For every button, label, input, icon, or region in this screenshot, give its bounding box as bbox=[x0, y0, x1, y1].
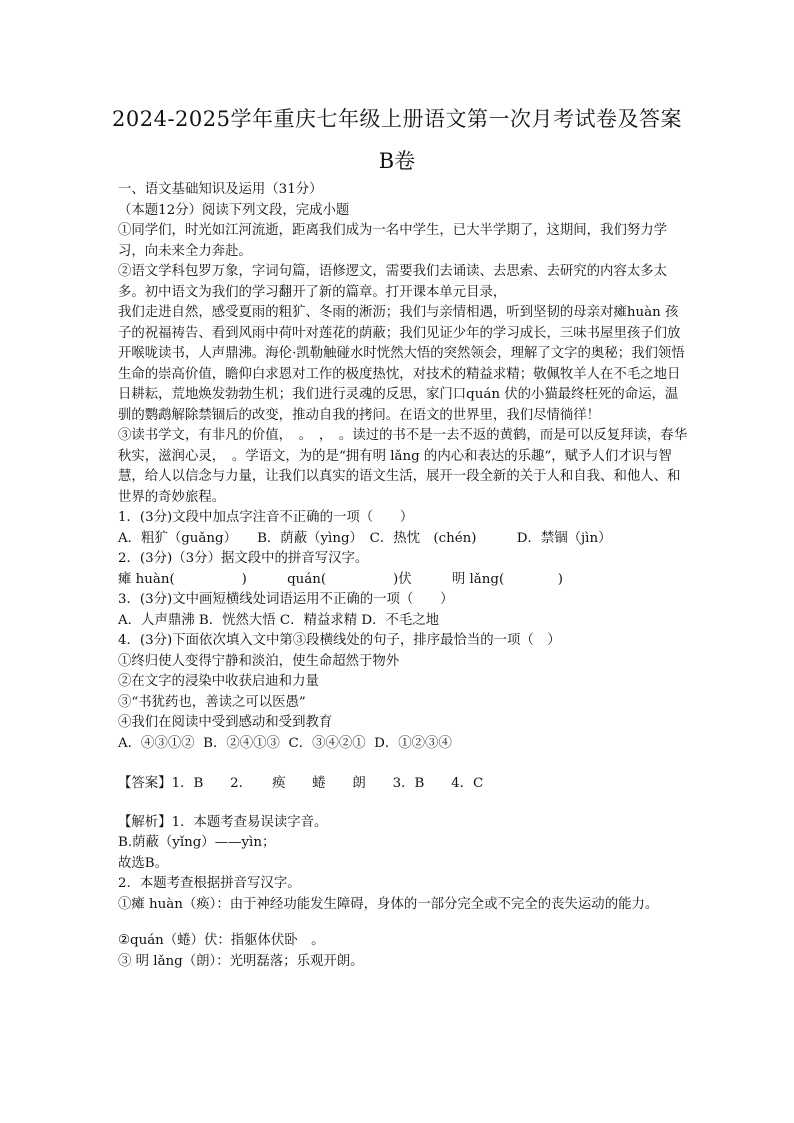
question-4: 4．(3分)下面依次填入文中第③段横线处的句子，排序最恰当的一项（ ） bbox=[118, 633, 561, 648]
question-4-sentence-1: ①终归使人变得宁静和淡泊，使生命超然于物外 bbox=[118, 653, 400, 669]
question-1-options: A．粗犷（guǎng） B．荫蔽（yìng） C．热忱 (chén) D．禁锢（jìn） bbox=[118, 530, 612, 546]
question-4-options: A．④③①② B．②④①③ C．③④②① D．①②③④ bbox=[118, 735, 452, 751]
question-4-sentence-4: ④我们在阅读中受到感动和受到教育 bbox=[118, 715, 333, 730]
document-body bbox=[118, 180, 688, 972]
analysis-2-item-3: ③ 明 lǎng（朗）：光明磊落；乐观开朗。 bbox=[118, 953, 364, 969]
analysis-1-b: B.荫蔽（yǐng）——yìn； bbox=[118, 835, 276, 850]
answer-text: 1．B 2． 痪 蜷 朗 3．B 4．C bbox=[171, 776, 484, 791]
analysis-label: 【解析】 bbox=[118, 814, 172, 830]
passage-paragraph-1: ①同学们，时光如江河流逝，距离我们成为一名中学生，已大半学期了，这期间，我们努力学习，向未来全力奔赴。 bbox=[118, 223, 668, 259]
document-subtitle: B卷 bbox=[378, 149, 416, 173]
answer-line bbox=[118, 774, 688, 795]
question-2: 2．(3分)（3分）据文段中的拼音写汉字。 bbox=[118, 551, 369, 566]
question-4-sentence-2: ②在文字的浸染中收获启迪和力量 bbox=[118, 674, 319, 689]
passage-paragraph-4: ③读书学文，有非凡的价值， 。 ， 。读过的书不是一去不返的黄鹤，而是可以反复拜读，春华秋实，滋润心灵， 。学语文，为的是“拥有明 lǎng 的内心和表达的乐趣”，赋予人们才识与智慧，给人以信念与力量，让我们以真实的语文生活，展开一段全新的关于人和自我、和他人、和世界的奇妙旅程。 bbox=[118, 428, 688, 505]
answer-label: 【答案】 bbox=[118, 776, 172, 791]
analysis-2-item-2: ②quán（蜷）伏：指躯体伏卧 。 bbox=[118, 933, 325, 948]
question-2-blanks: 瘫 huàn( ) quán( )伏 明 lǎng( ) bbox=[118, 571, 563, 587]
question-intro: （本题12分）阅读下列文段，完成小题 bbox=[118, 202, 350, 218]
question-3: 3．(3分)文中画短横线处词语运用不正确的一项（ ） bbox=[118, 592, 454, 607]
analysis-line bbox=[118, 813, 688, 834]
question-4-sentence-3: ③“书犹药也，善读之可以医愚” bbox=[118, 694, 306, 710]
analysis-2-item-1: ①瘫 huàn（痪）：由于神经功能发生障碍，身体的一部分完全或不完全的丧失运动的能力。 bbox=[118, 896, 659, 912]
passage-paragraph-2: ②语文学科包罗万象，字词句篇，语修逻文，需要我们去诵读、去思索、去研究的内容太多太多。初中语文为我们的学习翻开了新的篇章。打开课本单元目录， bbox=[118, 264, 668, 300]
analysis-2: 2．本题考查根据拼音写汉字。 bbox=[118, 876, 301, 891]
document-title: 2024-2025学年重庆七年级上册语文第一次月考试卷及答案 bbox=[112, 107, 682, 131]
section-heading: 一、语文基础知识及运用（31分） bbox=[118, 182, 323, 197]
analysis-1: 1．本题考查易误读字音。 bbox=[171, 814, 328, 830]
passage-paragraph-3: 我们走进自然，感受夏雨的粗犷、冬雨的淅沥；我们与亲情相遇，听到坚韧的母亲对瘫huàn 孩子的祝福祷告、看到风雨中荷叶对莲花的荫蔽；我们见证少年的学习成长，三味书屋里孩子们放开喉咙读书，人声鼎沸。海伦·凯勒触碰水时恍然大悟的突然领会，理解了文字的奥秘；我们领悟生命的崇高价值，瞻仰白求恩对工作的极度热忱，对技术的精益求精；敬佩牧羊人在不毛之地日日耕耘，荒地焕发勃勃生机；我们进行灵魂的反思，家门口quán 伏的小猫最终枉死的命运，温驯的鹦鹉解除禁锢后的改变，推动自我的拷问。在语文的世界里，我们尽情徜徉！ bbox=[118, 305, 685, 423]
question-1: 1．(3分)文段中加点字注音不正确的一项（ ） bbox=[118, 510, 414, 525]
analysis-1-c: 故选B。 bbox=[118, 855, 169, 871]
question-3-options: A．人声鼎沸 B．恍然大悟 C．精益求精 D．不毛之地 bbox=[118, 612, 440, 628]
